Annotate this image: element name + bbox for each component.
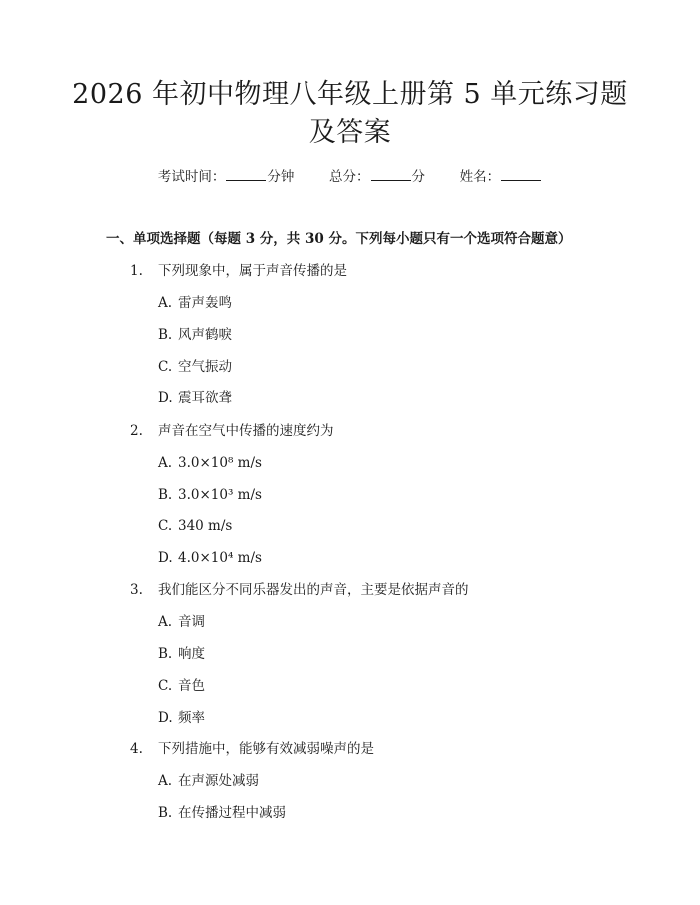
- option-letter: A.: [158, 773, 173, 789]
- option-letter: D.: [158, 390, 173, 406]
- option-text: 在传播过程中减弱: [178, 805, 286, 821]
- student-name-blank: [501, 166, 541, 181]
- question-text: 我们能区分不同乐器发出的声音，主要是依据声音的: [158, 582, 469, 598]
- question-4-option-b: [158, 803, 286, 823]
- question-2-option-d: [158, 548, 262, 568]
- option-letter: D.: [158, 710, 173, 726]
- exam-time-unit: 分钟: [267, 169, 295, 185]
- question-2-option-c: [158, 516, 232, 536]
- total-score-unit: 分: [411, 169, 425, 185]
- option-letter: A.: [158, 455, 173, 471]
- option-text: 340 m/s: [178, 518, 233, 534]
- option-text: 在声源处减弱: [178, 773, 259, 789]
- option-letter: B.: [158, 327, 173, 343]
- exam-time-label: 考试时间：: [157, 169, 226, 185]
- question-text: 声音在空气中传播的速度约为: [158, 423, 334, 439]
- question-text: 下列措施中，能够有效减弱噪声的是: [158, 741, 374, 757]
- student-name: [460, 166, 543, 187]
- option-letter: B.: [158, 646, 173, 662]
- question-1-option-c: [158, 357, 232, 377]
- student-name-label: 姓名：: [459, 169, 501, 185]
- exam-time: [158, 166, 295, 187]
- question-text: 下列现象中，属于声音传播的是: [158, 263, 347, 279]
- question-1-option-a: [158, 293, 232, 313]
- option-letter: B.: [158, 805, 173, 821]
- question-1-option-b: [158, 325, 232, 345]
- total-score-label: 总分：: [329, 169, 370, 185]
- option-letter: B.: [158, 487, 173, 503]
- option-text: 3.0×10⁸ m/s: [178, 455, 262, 471]
- question-3: [130, 580, 469, 600]
- option-text: 雷声轰鸣: [178, 295, 232, 311]
- option-text: 风声鹤唳: [178, 327, 232, 343]
- title-line-2: 及答案: [308, 117, 392, 148]
- section-heading: 一、单项选择题（每题 3 分，共 30 分。下列每小题只有一个选项符合题意）: [106, 231, 572, 247]
- exam-meta-line: [0, 166, 700, 187]
- question-number: 3.: [130, 582, 143, 598]
- question-3-option-c: [158, 676, 205, 696]
- option-text: 响度: [178, 646, 205, 662]
- option-letter: A.: [158, 295, 173, 311]
- question-1: [130, 261, 347, 281]
- document-title: [70, 76, 630, 152]
- question-4: [130, 739, 374, 759]
- question-3-option-d: [158, 708, 205, 728]
- question-number: 2.: [130, 423, 143, 439]
- option-text: 4.0×10⁴ m/s: [178, 550, 262, 566]
- question-1-option-d: [158, 388, 232, 408]
- question-number: 1.: [130, 263, 143, 279]
- question-2-option-b: [158, 485, 262, 505]
- option-letter: C.: [158, 678, 173, 694]
- question-2: [130, 421, 334, 441]
- option-text: 空气振动: [178, 359, 232, 375]
- question-3-option-b: [158, 644, 205, 664]
- question-4-option-a: [158, 771, 259, 791]
- option-text: 震耳欲聋: [178, 390, 232, 406]
- option-text: 3.0×10³ m/s: [178, 487, 262, 503]
- option-text: 音调: [178, 614, 205, 630]
- question-2-option-a: [158, 453, 262, 473]
- option-letter: A.: [158, 614, 173, 630]
- title-line-1: 2026 年初中物理八年级上册第 5 单元练习题: [72, 79, 628, 110]
- option-letter: C.: [158, 359, 173, 375]
- option-letter: C.: [158, 518, 173, 534]
- question-number: 4.: [130, 741, 143, 757]
- option-text: 音色: [178, 678, 205, 694]
- option-letter: D.: [158, 550, 173, 566]
- exam-time-blank: [226, 166, 266, 181]
- total-score: [329, 166, 425, 187]
- option-text: 频率: [178, 710, 205, 726]
- total-score-blank: [371, 166, 411, 181]
- question-3-option-a: [158, 612, 205, 632]
